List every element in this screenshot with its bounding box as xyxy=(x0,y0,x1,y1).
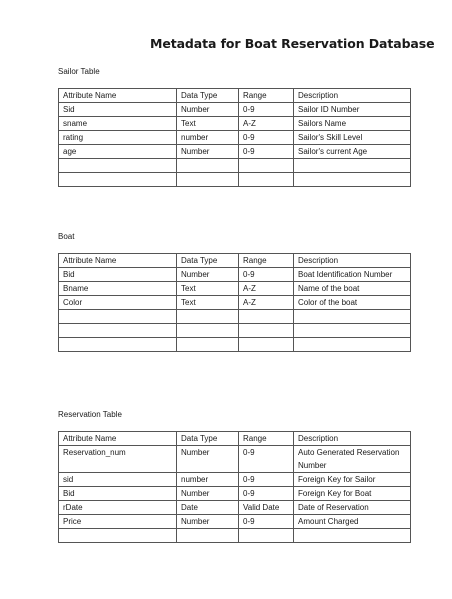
table-row xyxy=(59,117,411,131)
boat-table xyxy=(58,253,411,352)
table-cell: age xyxy=(59,145,177,159)
header-cell: Description xyxy=(294,254,411,268)
table-cell: Sailor's current Age xyxy=(294,145,411,159)
table-cell: Number xyxy=(177,515,239,529)
table-cell: 0-9 xyxy=(239,145,294,159)
table-cell: rating xyxy=(59,131,177,145)
table-cell: number xyxy=(177,131,239,145)
header-cell: Attribute Name xyxy=(59,89,177,103)
empty-row xyxy=(59,310,411,324)
table-cell: Price xyxy=(59,515,177,529)
table-cell: Bname xyxy=(59,282,177,296)
table-row xyxy=(59,515,411,529)
table-cell: Number xyxy=(177,487,239,501)
table-cell: 0-9 xyxy=(239,446,294,473)
table-cell: rDate xyxy=(59,501,177,515)
header-cell: Range xyxy=(239,254,294,268)
table-row xyxy=(59,268,411,282)
header-cell: Attribute Name xyxy=(59,254,177,268)
table-row xyxy=(59,501,411,515)
header-cell: Range xyxy=(239,432,294,446)
table-cell: number xyxy=(177,473,239,487)
table-row xyxy=(59,282,411,296)
sailor-table-label: Sailor Table xyxy=(58,67,100,76)
table-row xyxy=(59,145,411,159)
empty-row xyxy=(59,324,411,338)
table-cell: Auto Generated Reservation Number xyxy=(294,446,411,473)
table-cell: Boat Identification Number xyxy=(294,268,411,282)
table-cell: 0-9 xyxy=(239,515,294,529)
table-cell: Number xyxy=(177,145,239,159)
header-cell: Description xyxy=(294,89,411,103)
table-cell: Valid Date xyxy=(239,501,294,515)
table-header-row xyxy=(59,254,411,268)
table-cell: Number xyxy=(177,268,239,282)
table-row xyxy=(59,296,411,310)
header-cell: Range xyxy=(239,89,294,103)
header-cell: Data Type xyxy=(177,432,239,446)
table-cell: A-Z xyxy=(239,282,294,296)
table-row xyxy=(59,487,411,501)
table-cell: Sid xyxy=(59,103,177,117)
table-cell: sid xyxy=(59,473,177,487)
table-cell: Name of the boat xyxy=(294,282,411,296)
table-cell: Text xyxy=(177,296,239,310)
table-cell: A-Z xyxy=(239,296,294,310)
table-row xyxy=(59,473,411,487)
table-header-row xyxy=(59,432,411,446)
table-cell: A-Z xyxy=(239,117,294,131)
table-cell: Sailor ID Number xyxy=(294,103,411,117)
empty-row xyxy=(59,173,411,187)
table-cell: 0-9 xyxy=(239,473,294,487)
table-cell: Foreign Key for Sailor xyxy=(294,473,411,487)
header-cell: Data Type xyxy=(177,89,239,103)
table-cell: Date of Reservation xyxy=(294,501,411,515)
header-cell: Data Type xyxy=(177,254,239,268)
table-cell: Text xyxy=(177,282,239,296)
table-cell: Foreign Key for Boat xyxy=(294,487,411,501)
table-cell: Sailor's Skill Level xyxy=(294,131,411,145)
header-cell: Attribute Name xyxy=(59,432,177,446)
table-cell: Color of the boat xyxy=(294,296,411,310)
table-cell: 0-9 xyxy=(239,103,294,117)
reservation-table xyxy=(58,431,411,543)
table-cell: Reservation_num xyxy=(59,446,177,473)
table-cell: Sailors Name xyxy=(294,117,411,131)
table-cell: Amount Charged xyxy=(294,515,411,529)
table-cell: Number xyxy=(177,446,239,473)
header-cell: Description xyxy=(294,432,411,446)
table-header-row xyxy=(59,89,411,103)
boat-table-label: Boat xyxy=(58,232,75,241)
table-cell: Date xyxy=(177,501,239,515)
table-cell: Text xyxy=(177,117,239,131)
sailor-table xyxy=(58,88,411,187)
table-cell: 0-9 xyxy=(239,131,294,145)
table-row xyxy=(59,446,411,473)
table-row xyxy=(59,131,411,145)
table-cell: Color xyxy=(59,296,177,310)
table-cell: 0-9 xyxy=(239,487,294,501)
table-row xyxy=(59,103,411,117)
table-cell: 0-9 xyxy=(239,268,294,282)
empty-row xyxy=(59,159,411,173)
table-cell: sname xyxy=(59,117,177,131)
document-title: Metadata for Boat Reservation Database xyxy=(150,36,435,51)
table-cell: Bid xyxy=(59,268,177,282)
reservation-table-label: Reservation Table xyxy=(58,410,122,419)
empty-row xyxy=(59,529,411,543)
table-cell: Number xyxy=(177,103,239,117)
table-cell: Bid xyxy=(59,487,177,501)
empty-row xyxy=(59,338,411,352)
